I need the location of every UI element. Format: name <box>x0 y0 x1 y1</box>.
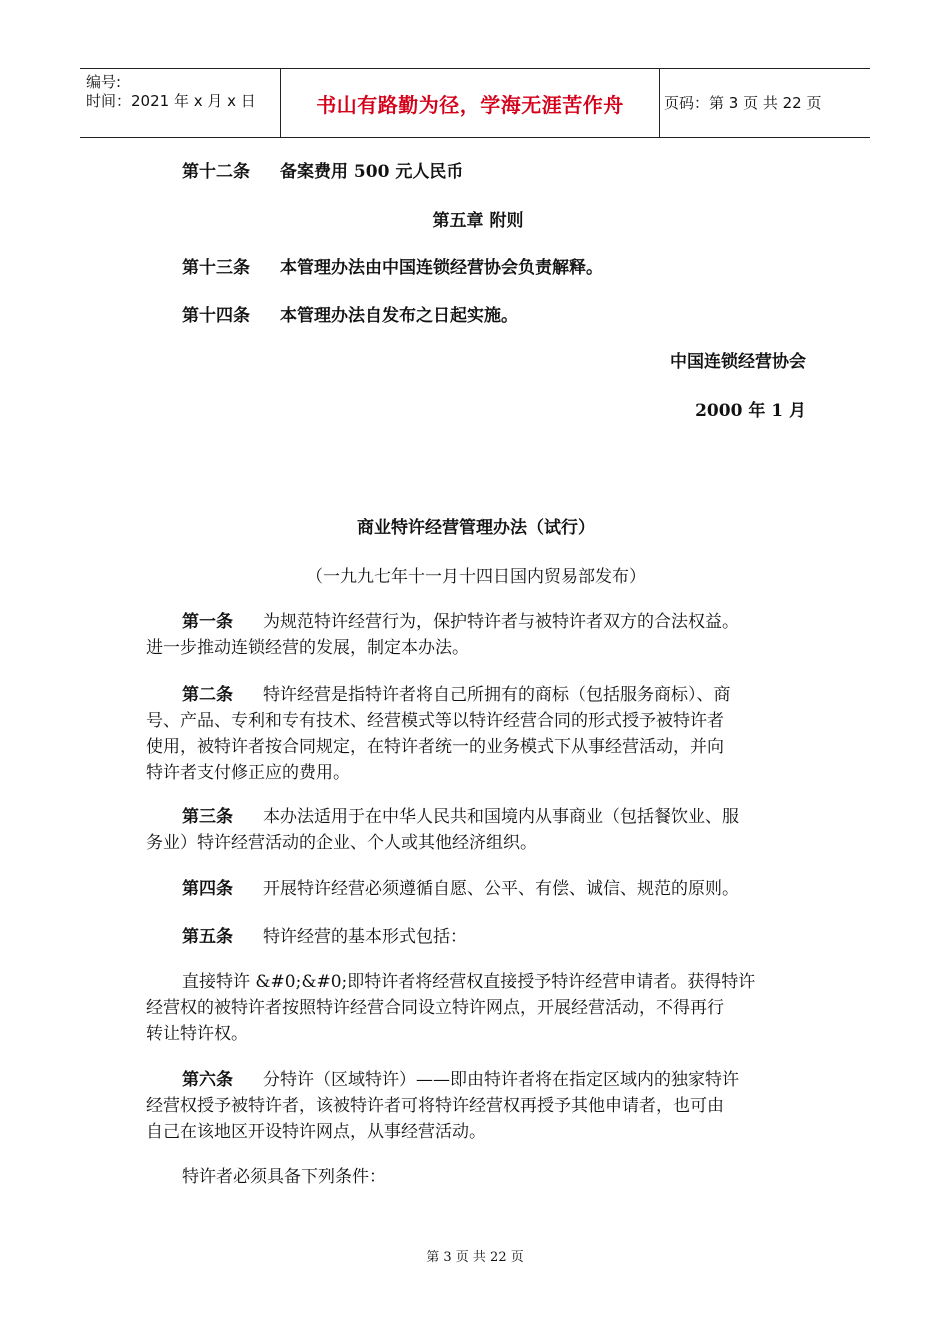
article-text: 备案费用 500 元人民币 <box>280 162 464 182</box>
document-subtitle: （一九九七年十一月十四日国内贸易部发布） <box>306 567 646 587</box>
article-text-line: 自己在该地区开设特许网点，从事经营活动。 <box>146 1122 486 1142</box>
article-6 <box>146 1067 810 1145</box>
article-text: 本管理办法由中国连锁经营协会负责解释。 <box>280 258 603 278</box>
article-text-line: 特许经营的基本形式包括： <box>263 927 467 947</box>
article-text-line: 使用，被特许者按合同规定，在特许者统一的业务模式下从事经营活动，并向 <box>146 737 724 757</box>
article-14 <box>182 303 846 329</box>
article-text-line: 进一步推动连锁经营的发展，制定本办法。 <box>146 638 469 658</box>
paragraph-line: 转让特许权。 <box>146 1024 248 1044</box>
header-page-info: 页码：第 3 页 共 22 页 <box>664 94 822 112</box>
signature-date: 2000 年 1 月 <box>695 401 806 421</box>
header-page-cell <box>660 69 874 137</box>
article-text-line: 开展特许经营必须遵循自愿、公平、有偿、诚信、规范的原则。 <box>263 879 739 899</box>
article-number: 第六条 <box>182 1070 233 1090</box>
article-number: 第十四条 <box>182 306 250 326</box>
document-title: 商业特许经营管理办法（试行） <box>357 518 595 538</box>
article-5 <box>146 924 810 950</box>
article-13 <box>182 255 846 281</box>
article-number: 第二条 <box>182 685 233 705</box>
article-text-line: 为规范特许经营行为，保护特许者与被特许者双方的合法权益。 <box>263 612 739 632</box>
signature-org: 中国连锁经营协会 <box>670 352 806 372</box>
article-number: 第四条 <box>182 879 233 899</box>
article-text-line: 分特许（区域特许）——即由特许者将在指定区域内的独家特许 <box>263 1070 739 1090</box>
article-1 <box>146 609 810 661</box>
chapter-heading: 第五章 附则 <box>432 211 524 231</box>
article-text-line: 务业）特许经营活动的企业、个人或其他经济组织。 <box>146 833 537 853</box>
article-number: 第十三条 <box>182 258 250 278</box>
article-number: 第一条 <box>182 612 233 632</box>
article-4 <box>146 876 810 902</box>
doc-time-label: 时间：2021 年 x 月 x 日 <box>86 92 256 110</box>
article-text-line: 特许经营是指特许者将自己所拥有的商标（包括服务商标）、商 <box>263 685 731 705</box>
article-text-line: 特许者支付修正应的费用。 <box>146 763 350 783</box>
doc-number-label: 编号: <box>86 73 122 91</box>
article-text-line: 经营权授予被特许者，该被特许者可将特许经营权再授予其他申请者，也可由 <box>146 1096 724 1116</box>
paragraph-line: 经营权的被特许者按照特许经营合同设立特许网点，开展经营活动，不得再行 <box>146 998 724 1018</box>
header-meta-cell <box>80 69 281 137</box>
header-motto-cell <box>281 69 660 137</box>
article-2 <box>146 682 810 786</box>
page-footer: 第 3 页 共 22 页 <box>426 1250 524 1265</box>
header-motto: 书山有路勤为径，学海无涯苦作舟 <box>316 92 624 117</box>
article-text-line: 号、产品、专利和专有技术、经营模式等以特许经营合同的形式授予被特许者 <box>146 711 724 731</box>
conditions-paragraph <box>146 1164 810 1190</box>
article-number: 第五条 <box>182 927 233 947</box>
direct-franchise-paragraph <box>146 969 810 1047</box>
page-header <box>80 68 870 138</box>
article-number: 第十二条 <box>182 162 250 182</box>
article-number: 第三条 <box>182 807 233 827</box>
article-12 <box>182 159 846 185</box>
article-text: 本管理办法自发布之日起实施。 <box>280 306 518 326</box>
article-3 <box>146 804 810 856</box>
paragraph-line: 特许者必须具备下列条件： <box>182 1167 386 1187</box>
article-text-line: 本办法适用于在中华人民共和国境内从事商业（包括餐饮业、服 <box>263 807 739 827</box>
paragraph-line: 直接特许 &#0;&#0;即特许者将经营权直接授予特许经营申请者。获得特许 <box>182 972 756 992</box>
